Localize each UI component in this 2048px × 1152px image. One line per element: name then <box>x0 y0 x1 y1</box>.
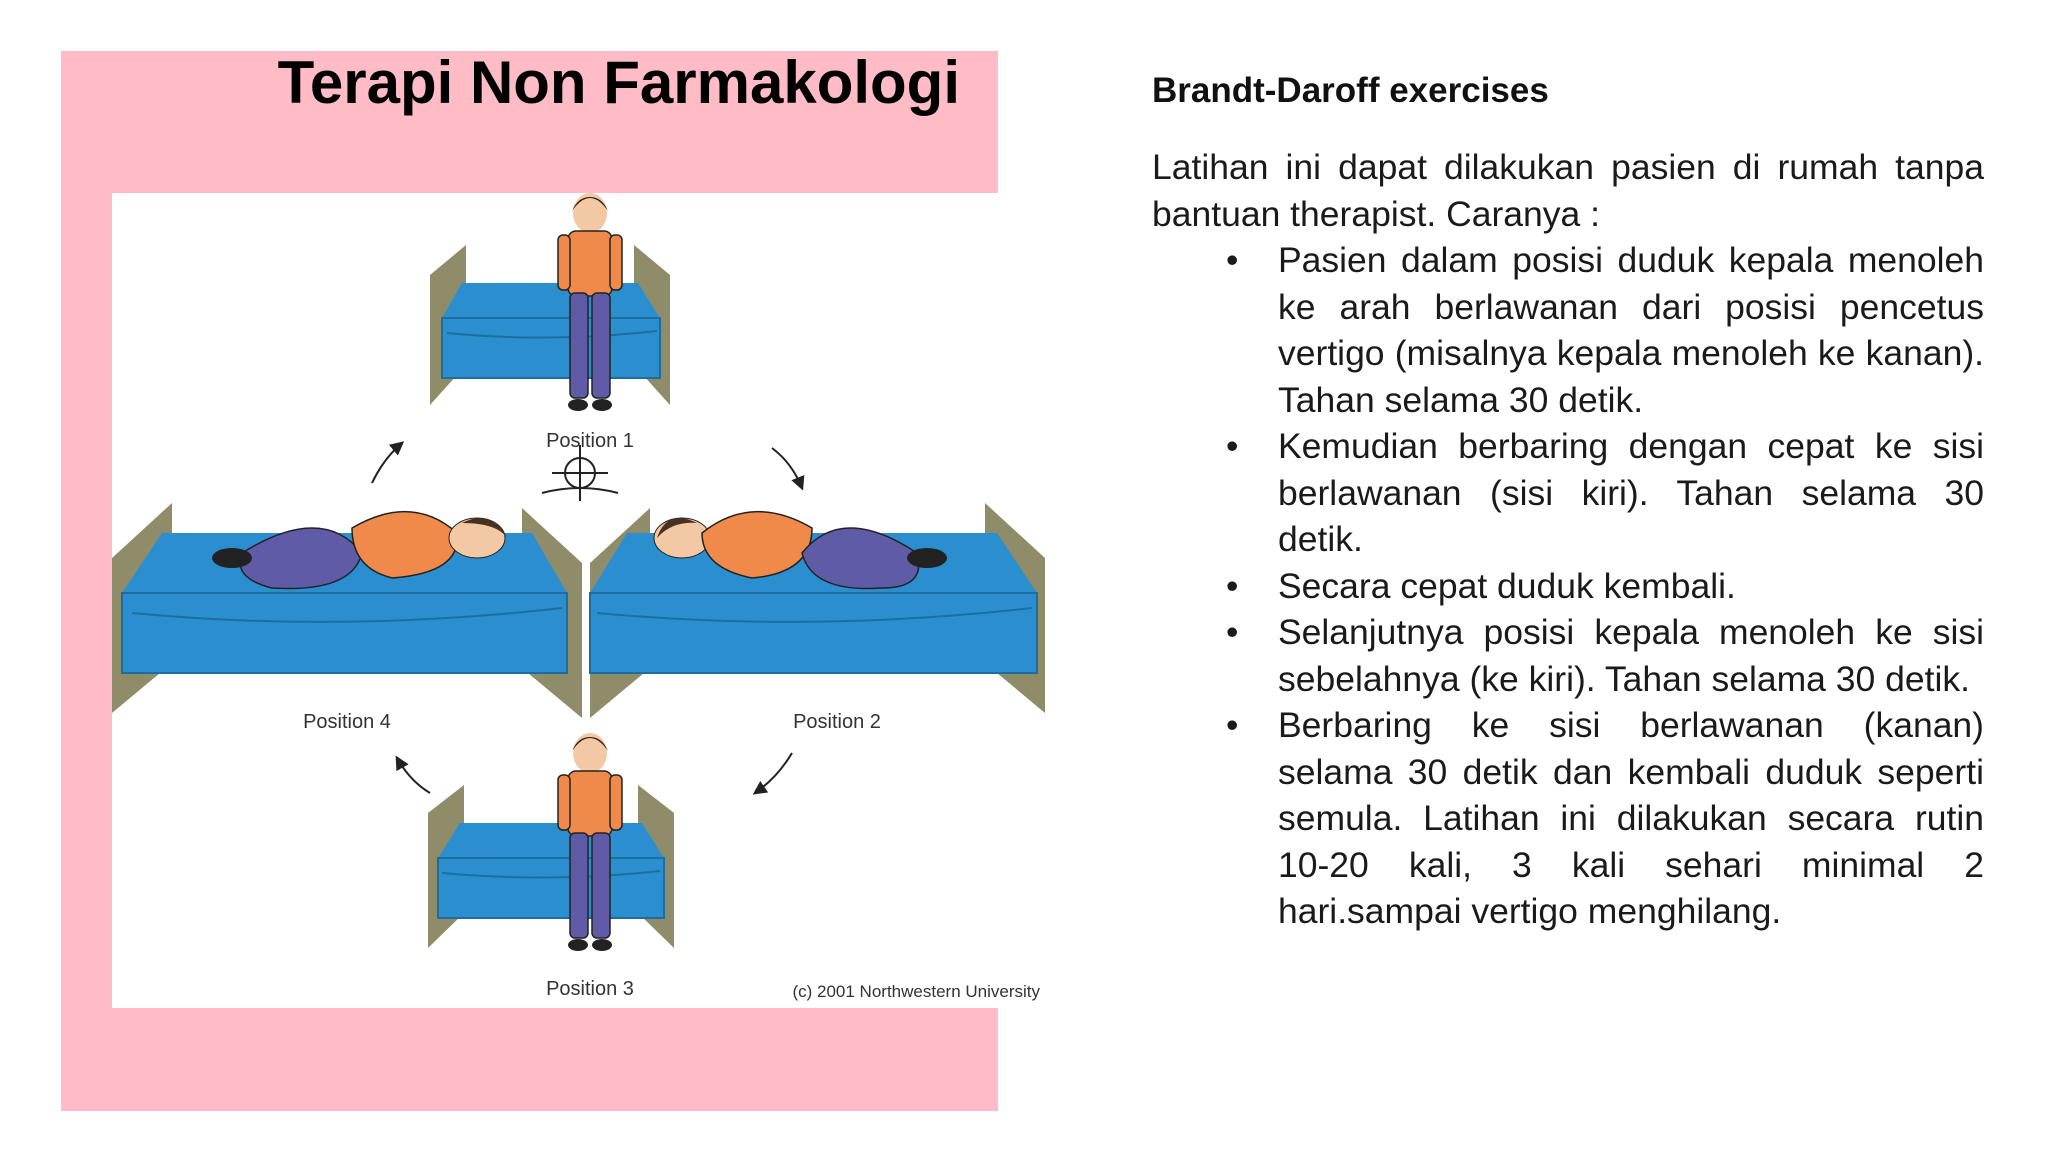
position-1-figure <box>430 193 670 411</box>
text-content <box>1152 66 1984 935</box>
steps-list <box>1152 237 1984 935</box>
brandt-daroff-illustration <box>112 193 1045 1008</box>
step-text: Pasien dalam posisi duduk kepala menoleh ke arah berlawanan dari posisi pencetus vertigo (misalnya kepala menoleh ke kanan). Tahan selama 30 detik. <box>1278 240 1984 420</box>
label-position-2: Position 2 <box>793 711 881 733</box>
bullet: • <box>1226 240 1239 280</box>
bullet: • <box>1226 705 1239 745</box>
list-item <box>1226 563 1984 610</box>
arrow-top-right-icon <box>772 448 802 488</box>
position-4-figure <box>112 503 582 718</box>
step-text: Berbaring ke sisi berlawanan (kanan) selama 30 detik dan kembali duduk seperti semula. Latihan ini dilakukan secara rutin 10-20 kali, 3 kali sehari minimal 2 hari.sampai vertigo menghilang. <box>1278 705 1984 931</box>
step-text: Selanjutnya posisi kepala menoleh ke sisi sebelahnya (ke kiri). Tahan selama 30 detik. <box>1278 612 1984 699</box>
bullet: • <box>1226 565 1239 606</box>
list-item <box>1226 237 1984 423</box>
slide-title: Terapi Non Farmakologi <box>277 49 960 116</box>
position-2-figure <box>590 503 1045 718</box>
arrow-bottom-right-icon <box>755 753 792 793</box>
bullet: • <box>1226 426 1239 466</box>
label-position-3: Position 3 <box>546 978 634 1000</box>
illustration-svg <box>112 193 1045 1008</box>
arrow-top-left-icon <box>372 443 402 483</box>
list-item <box>1226 423 1984 563</box>
center-target-symbol <box>542 445 618 501</box>
arrow-bottom-left-icon <box>397 758 430 793</box>
position-3-figure <box>428 733 674 951</box>
illustration-credit: (c) 2001 Northwestern University <box>792 982 1040 1001</box>
list-item <box>1226 702 1984 935</box>
exercise-heading: Brandt-Daroff exercises <box>1152 71 1549 110</box>
label-position-1: Position 1 <box>546 430 634 452</box>
bullet: • <box>1226 612 1239 652</box>
step-text: Kemudian berbaring dengan cepat ke sisi berlawanan (sisi kiri). Tahan selama 30 detik. <box>1278 426 1984 559</box>
step-text: Secara cepat duduk kembali. <box>1278 565 1736 606</box>
label-position-4: Position 4 <box>303 711 391 733</box>
list-item <box>1226 609 1984 702</box>
intro-paragraph: Latihan ini dapat dilakukan pasien di rumah tanpa bantuan therapist. Caranya : <box>1152 147 1984 234</box>
